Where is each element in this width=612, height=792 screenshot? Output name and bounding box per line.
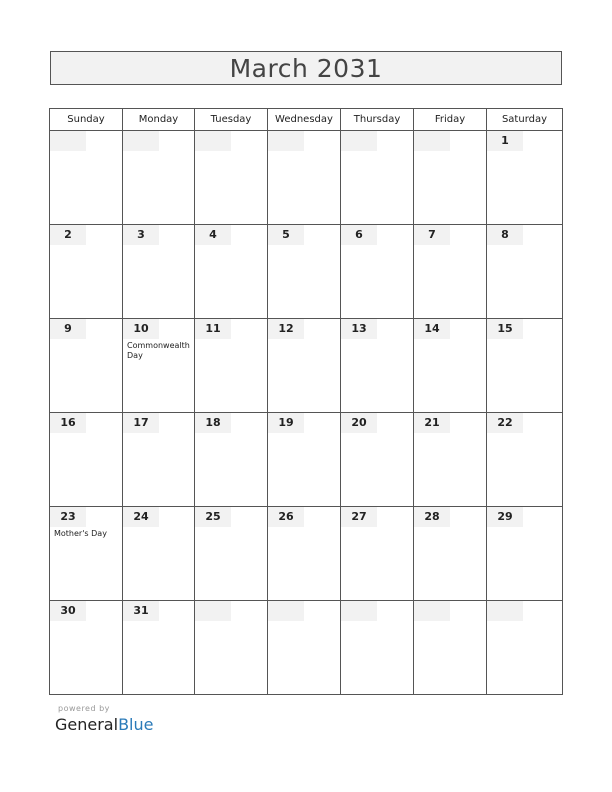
day-number: 3 [123, 225, 159, 245]
day-number: 26 [268, 507, 304, 527]
day-cell [195, 319, 268, 413]
weekday-header-row [50, 109, 563, 131]
week-row [50, 225, 563, 319]
day-number: 8 [487, 225, 523, 245]
day-number: 28 [414, 507, 450, 527]
day-cell [487, 413, 563, 507]
day-number: 30 [50, 601, 86, 621]
month-title-box [50, 51, 562, 85]
day-number [487, 601, 523, 621]
day-number: 1 [487, 131, 523, 151]
day-number [414, 131, 450, 151]
weekday-header: Thursday [341, 109, 414, 131]
day-cell [414, 319, 487, 413]
calendar-grid [49, 108, 563, 695]
day-cell [487, 319, 563, 413]
day-number: 2 [50, 225, 86, 245]
day-cell [487, 131, 563, 225]
day-cell [195, 131, 268, 225]
day-number: 5 [268, 225, 304, 245]
day-cell [414, 131, 487, 225]
weekday-header: Wednesday [268, 109, 341, 131]
generalblue-logo[interactable] [55, 715, 153, 734]
day-number: 19 [268, 413, 304, 433]
day-cell [414, 413, 487, 507]
day-cell [195, 601, 268, 695]
brand-general: General [55, 715, 119, 734]
day-cell [268, 131, 341, 225]
day-cell [268, 601, 341, 695]
day-number: 12 [268, 319, 304, 339]
day-cell [414, 507, 487, 601]
day-cell [50, 601, 123, 695]
day-number [195, 131, 231, 151]
weekday-header: Friday [414, 109, 487, 131]
day-cell [123, 413, 195, 507]
day-number: 4 [195, 225, 231, 245]
day-number: 20 [341, 413, 377, 433]
day-number: 24 [123, 507, 159, 527]
day-cell [50, 413, 123, 507]
day-cell [195, 413, 268, 507]
weekday-header: Monday [123, 109, 195, 131]
day-number: 18 [195, 413, 231, 433]
day-number [50, 131, 86, 151]
day-cell [341, 507, 414, 601]
day-cell [195, 507, 268, 601]
day-cell [123, 225, 195, 319]
day-cell [268, 225, 341, 319]
holiday-label: Commonwealth Day [127, 341, 190, 360]
day-cell [123, 601, 195, 695]
day-cell [341, 225, 414, 319]
week-row [50, 413, 563, 507]
day-cell [123, 131, 195, 225]
day-cell [341, 601, 414, 695]
day-cell [341, 319, 414, 413]
day-cell [487, 507, 563, 601]
day-number [341, 601, 377, 621]
powered-by-text: powered by [58, 704, 110, 713]
day-cell [341, 413, 414, 507]
day-cell [341, 131, 414, 225]
day-number: 22 [487, 413, 523, 433]
day-number: 23 [50, 507, 86, 527]
day-number [268, 131, 304, 151]
week-row [50, 507, 563, 601]
holiday-label: Mother's Day [54, 529, 107, 538]
day-cell [123, 319, 195, 413]
day-number: 16 [50, 413, 86, 433]
day-cell [487, 225, 563, 319]
day-number: 6 [341, 225, 377, 245]
day-number [414, 601, 450, 621]
week-row [50, 601, 563, 695]
day-cell [268, 319, 341, 413]
day-cell [50, 507, 123, 601]
brand-blue: Blue [118, 715, 154, 734]
day-cell [195, 225, 268, 319]
day-number: 31 [123, 601, 159, 621]
day-number: 21 [414, 413, 450, 433]
weekday-header: Tuesday [195, 109, 268, 131]
day-cell [50, 131, 123, 225]
day-number: 27 [341, 507, 377, 527]
day-number: 15 [487, 319, 523, 339]
week-row [50, 319, 563, 413]
week-row [50, 131, 563, 225]
day-cell [123, 507, 195, 601]
weekday-header: Saturday [487, 109, 563, 131]
day-number: 10 [123, 319, 159, 339]
day-number: 13 [341, 319, 377, 339]
day-cell [487, 601, 563, 695]
day-cell [50, 319, 123, 413]
day-number: 29 [487, 507, 523, 527]
day-cell [50, 225, 123, 319]
day-number [123, 131, 159, 151]
day-number [341, 131, 377, 151]
day-cell [268, 413, 341, 507]
day-number: 9 [50, 319, 86, 339]
day-cell [268, 507, 341, 601]
day-number [195, 601, 231, 621]
day-number: 11 [195, 319, 231, 339]
month-title: March 2031 [229, 53, 383, 83]
day-number: 7 [414, 225, 450, 245]
day-number: 14 [414, 319, 450, 339]
day-number [268, 601, 304, 621]
day-number: 25 [195, 507, 231, 527]
day-cell [414, 601, 487, 695]
day-number: 17 [123, 413, 159, 433]
day-cell [414, 225, 487, 319]
weekday-header: Sunday [50, 109, 123, 131]
